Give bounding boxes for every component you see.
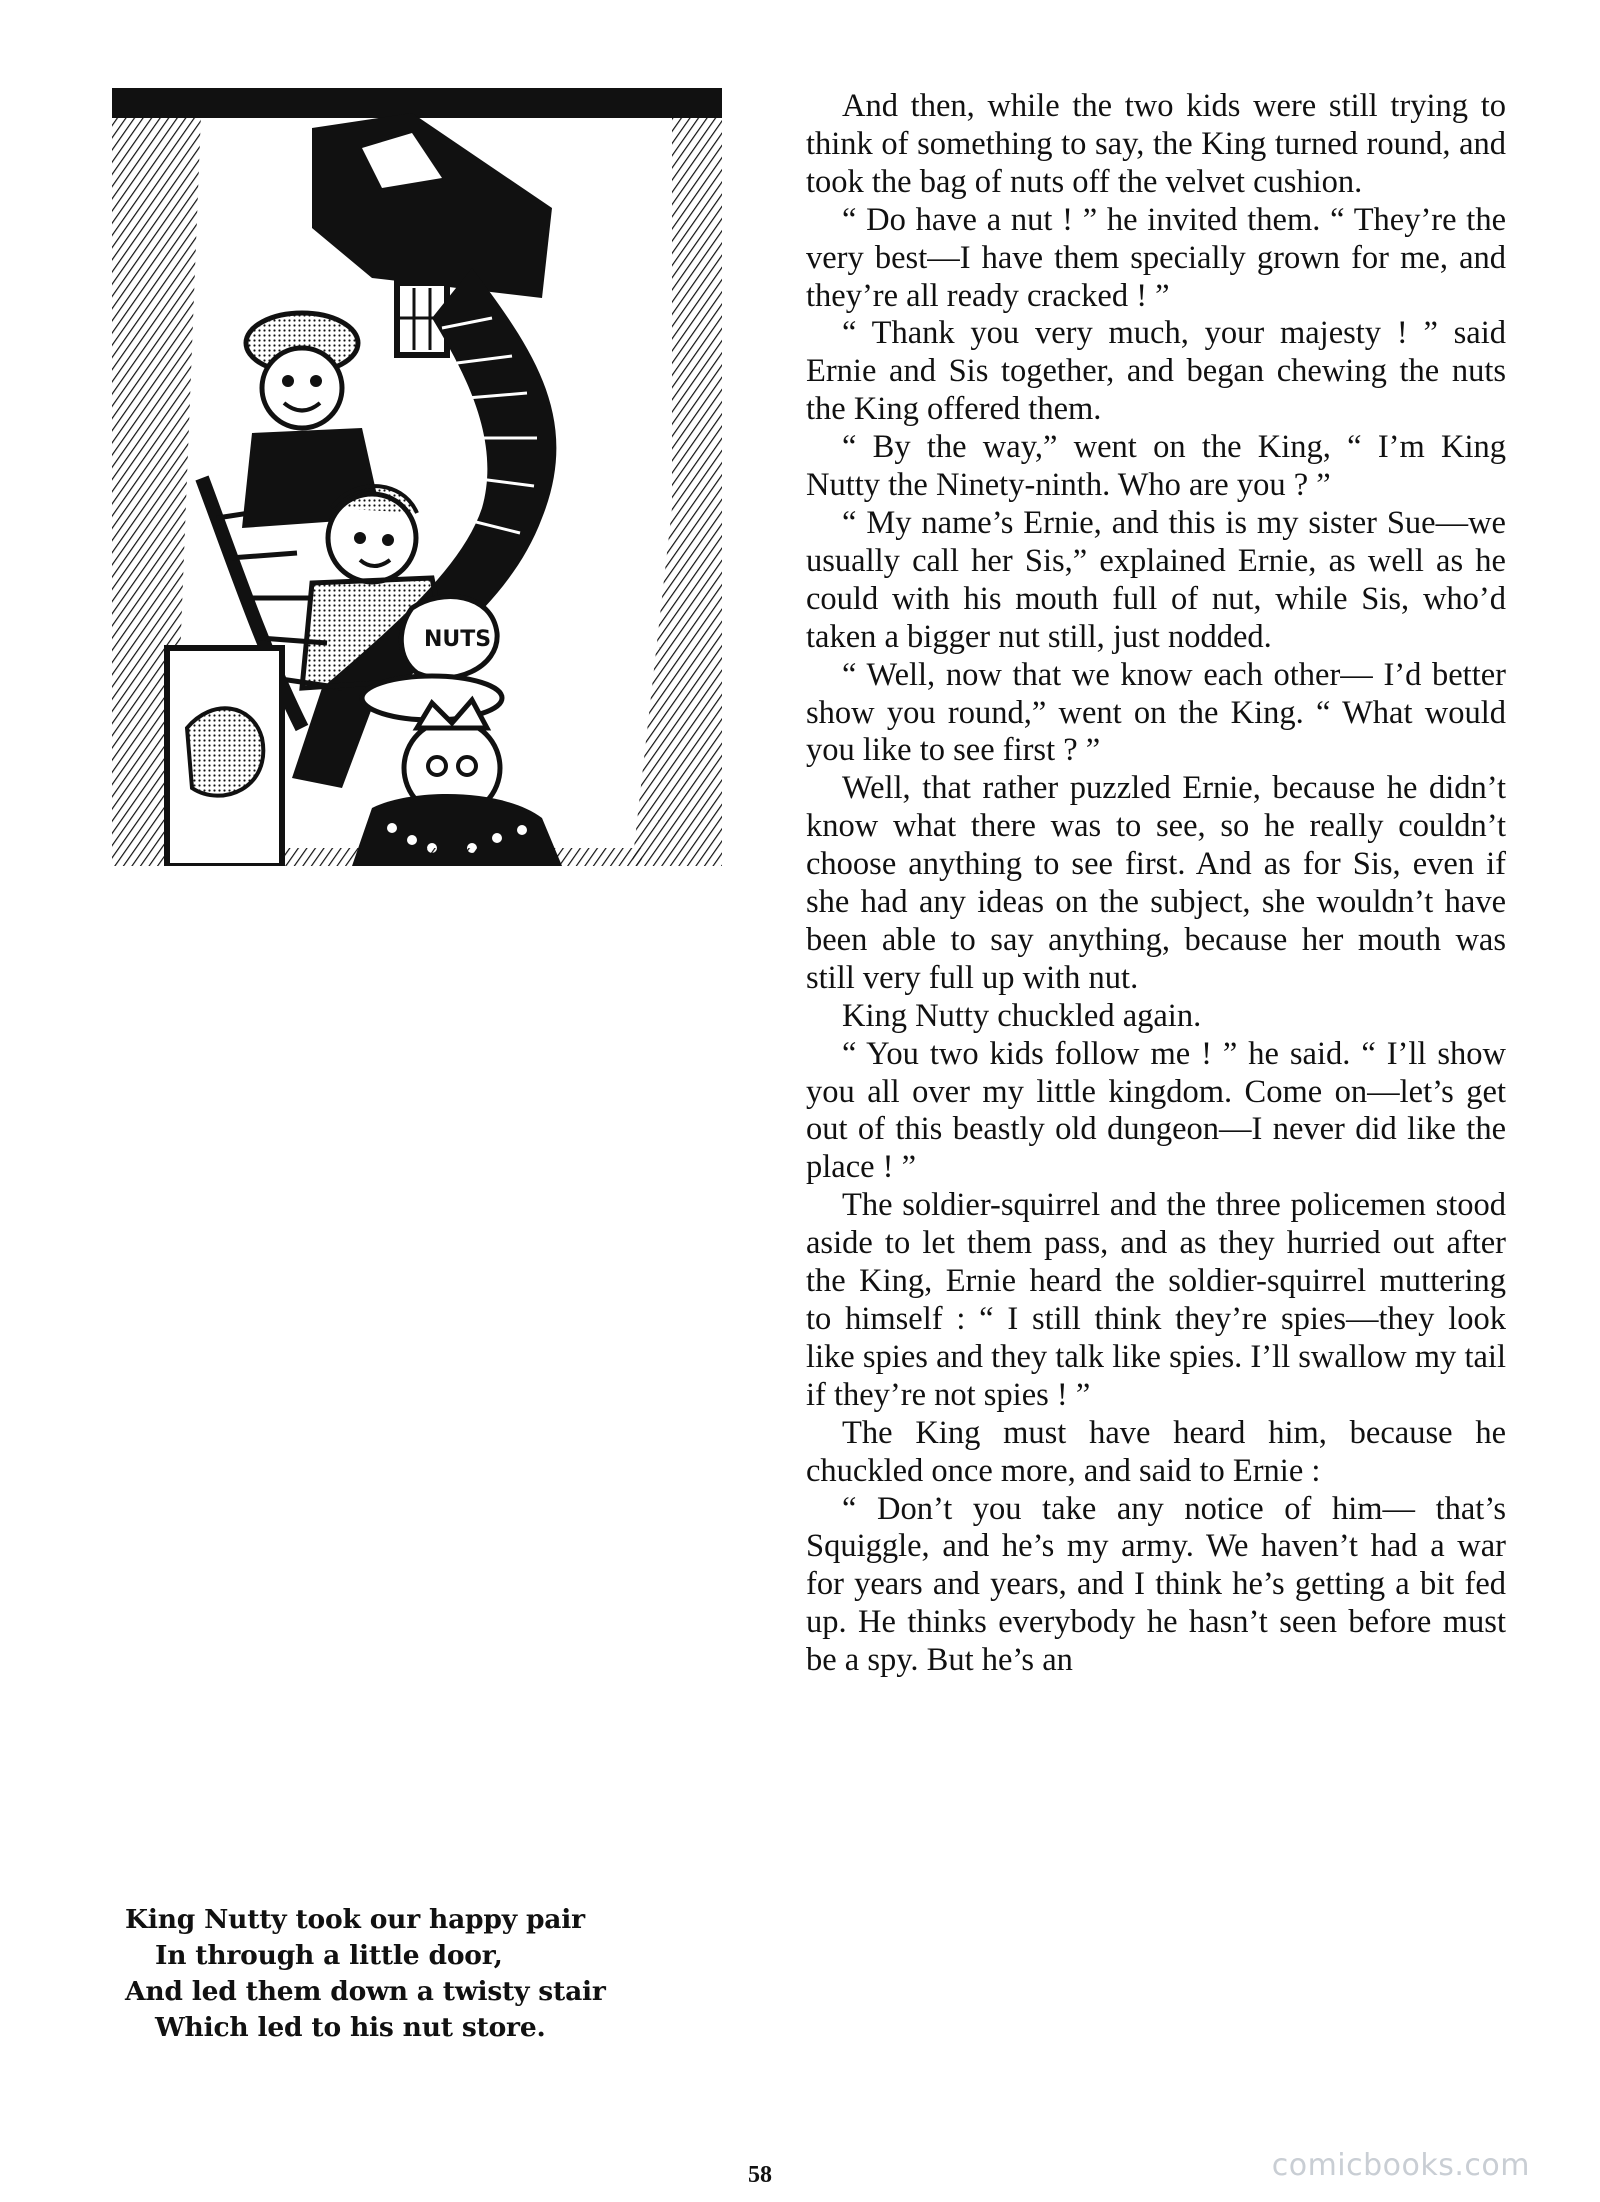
story-paragraph: “ My name’s Ernie, and this is my sister Sue—we usually call her Sis,” explained Ernie, as well as he could with his mouth full of nut, while Sis, who’d taken a bigger nut still, just nodded. [806,504,1506,655]
watermark: comicbooks.com [1271,2148,1530,2183]
nuts-bag-label: NUTS [424,627,492,652]
story-illustration [112,88,722,866]
story-paragraph: “ Don’t you take any notice of him— that’s Squiggle, and he’s my army. We haven’t had a war for years and years, and I think he’s getting a bit fed up. He thinks everybody he hasn’t seen before must be a spy. But he’s an [806,1490,1506,1679]
story-paragraph: “ By the way,” went on the King, “ I’m King Nutty the Ninety-ninth. Who are you ? ” [806,429,1506,504]
caption-line: In through a little door, [155,1940,503,1971]
story-paragraph: “ You two kids follow me ! ” he said. “ I’ll show you all over my little kingdom. Come on—let’s get out of this beastly old dungeon—I never did like the place ! ” [806,1035,1506,1186]
story-paragraph: Well, that rather puzzled Ernie, because he didn’t know what there was to see, so he really couldn’t choose anything to see first. And as for Sis, even if she had any ideas on the subject, she wouldn’t have been able to say anything, because her mouth was still very full up with nut. [806,770,1506,996]
caption-line: King Nutty took our happy pair [125,1904,585,1935]
story-paragraph: The King must have heard him, because he chuckled once more, and said to Ernie : [806,1414,1506,1489]
story-paragraph: “ Do have a nut ! ” he invited them. “ They’re the very best—I have them specially grown for me, and they’re all ready cracked ! ” [806,201,1506,314]
page-number: 58 [748,2162,772,2188]
illustration-caption [125,1902,745,2046]
story-text-column [806,88,1506,1680]
story-paragraph: “ Well, now that we know each other— I’d better show you round,” went on the King. “ What would you like to see first ? ” [806,656,1506,769]
story-paragraph: “ Thank you very much, your majesty ! ” said Ernie and Sis together, and began chewing the nuts the King offered them. [806,315,1506,428]
caption-line: And led them down a twisty stair [125,1976,606,2007]
story-paragraph: The soldier-squirrel and the three policemen stood aside to let them pass, and as they hurried out after the King, Ernie heard the soldier-squirrel muttering to himself : “ I still think they’re spies—they look like spies and they talk like spies. I’ll swallow my tail if they’re not spies ! ” [806,1187,1506,1413]
story-paragraph: And then, while the two kids were still trying to think of something to say, the King turned round, and took the bag of nuts off the velvet cushion. [806,88,1506,200]
story-paragraph: King Nutty chuckled again. [842,997,1202,1034]
caption-line: Which led to his nut store. [155,2012,546,2043]
